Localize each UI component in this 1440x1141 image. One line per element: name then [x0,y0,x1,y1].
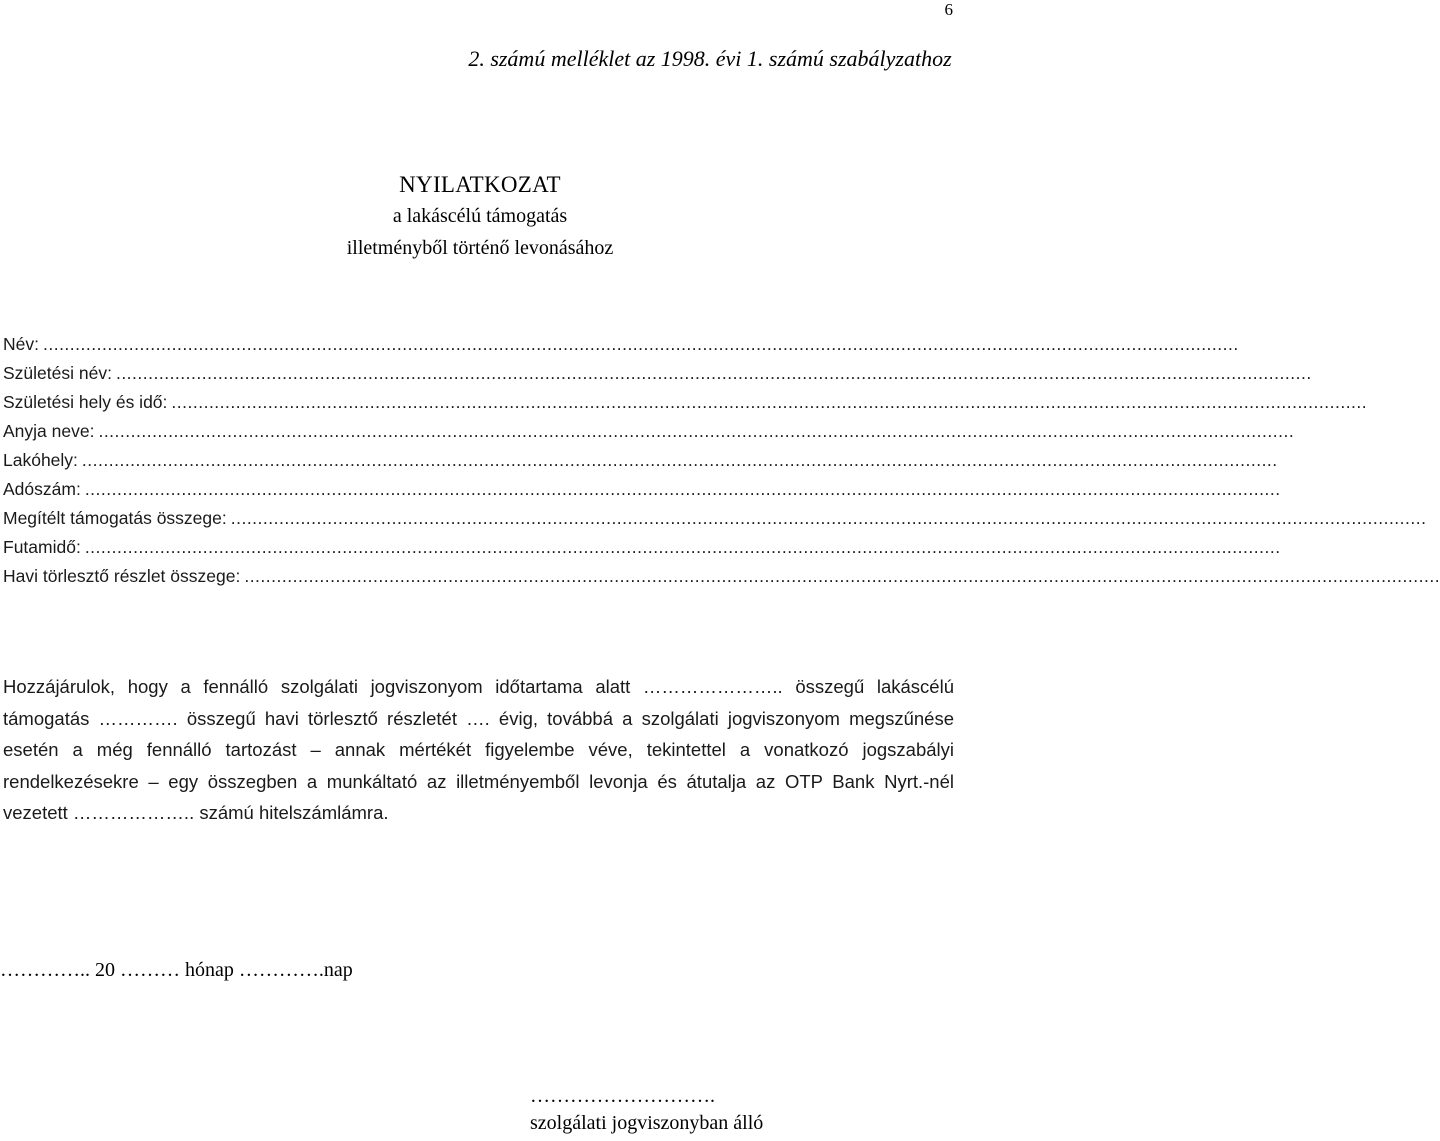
field-label: Lakóhely: [3,450,78,470]
annex-header-text: 2. számú melléklet az 1998. évi 1. számú szabályzathoz [468,46,952,71]
field-label: Születési név: [3,363,112,383]
page-number: 6 [944,0,953,19]
field-label: Havi törlesztő részlet összege: [3,566,241,586]
field-label: Név: [3,334,39,354]
consent-paragraph: Hozzájárulok, hogy a fennálló szolgálati jogviszonyom időtartama alatt ………………….. összegű lakáscélú támogatás …………. összegű havi törlesztő részletét …. évig, továbbá a szolgálati jogviszonyom megszűnése esetén a még fennálló tartozást – annak mértékét figyelembe véve, tekintettel a vonatkozó jogszabályi rendelkezésekre – egy összegben a munkáltató az illetményemből levonja és átutalja az OTP Bank Nyrt.-nél vezetett ……………….. számú hitelszámlámra. [3,676,954,823]
signature-line: ………………………. [530,1085,715,1107]
field-name [3,330,1239,359]
signature-block [530,1083,763,1137]
signature-label: szolgálati jogviszonyban álló [530,1112,764,1134]
document-subtitle-line-2: illetményből történő levonásához [346,237,614,259]
field-fill-line: ............................................................................................................................................................................................................................... [115,363,1312,383]
field-fill-line: ............................................................................................................................................................................................................................... [230,508,1427,528]
field-fill-line: ............................................................................................................................................................................................................................... [84,537,1281,557]
field-fill-line: ............................................................................................................................................................................................................................... [244,566,1440,586]
date-line: ………….. 20 ……… hónap ………….nap [0,959,353,981]
field-birth-place-date [3,388,1368,417]
field-granted-amount [3,504,1427,533]
field-fill-line: ............................................................................................................................................................................................................................... [81,450,1278,470]
document-subtitle-line-1: a lakáscélú támogatás [392,205,568,227]
personal-data-fields [3,330,1440,591]
field-label: Megítélt támogatás összege: [3,508,227,528]
field-label: Anyja neve: [3,421,95,441]
title-block [0,170,960,264]
field-fill-line: ............................................................................................................................................................................................................................... [42,334,1239,354]
annex-header [0,44,960,74]
field-fill-line: ............................................................................................................................................................................................................................... [84,479,1281,499]
field-term [3,533,1281,562]
field-label: Születési hely és idő: [3,392,168,412]
field-residence [3,446,1278,475]
document-title: NYILATKOZAT [399,172,561,197]
field-tax-number [3,475,1281,504]
field-monthly-installment [3,562,1440,591]
field-label: Futamidő: [3,537,81,557]
field-mother-name [3,417,1295,446]
field-fill-line: ............................................................................................................................................................................................................................... [98,421,1295,441]
field-label: Adószám: [3,479,81,499]
field-birth-name [3,359,1312,388]
field-fill-line: ............................................................................................................................................................................................................................... [171,392,1368,412]
